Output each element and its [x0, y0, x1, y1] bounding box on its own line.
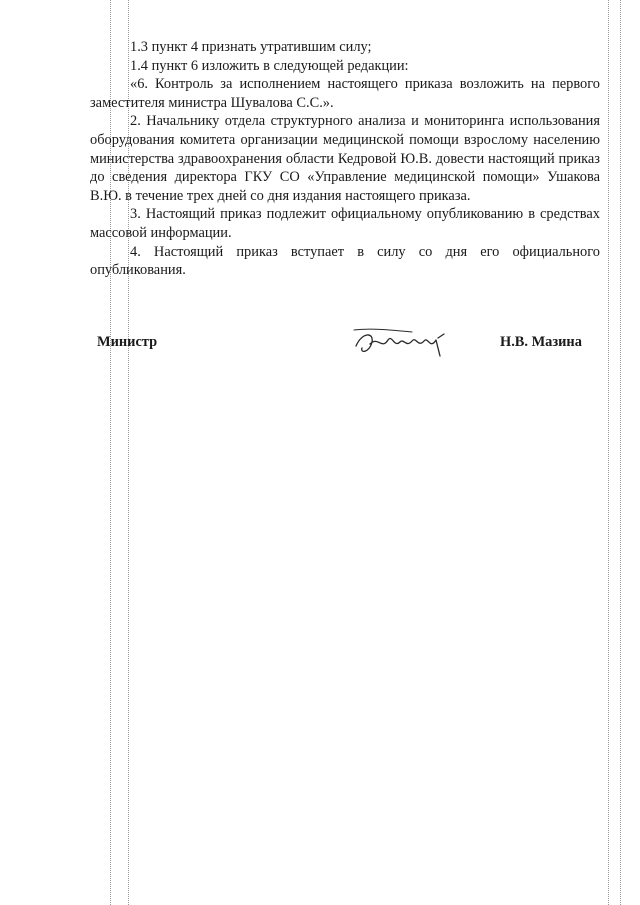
document-body	[90, 38, 600, 280]
signature-block	[0, 326, 640, 366]
paragraph: 1.4 пункт 6 изложить в следующей редакции:	[130, 57, 409, 74]
scan-line	[608, 0, 609, 905]
paragraph: 3. Настоящий приказ подлежит официальному опубликованию в средствах массовой информации.	[90, 206, 600, 241]
paragraph: «6. Контроль за исполнением настоящего приказа возложить на первого заместителя министра Шувалова С.С.».	[90, 76, 600, 111]
paragraph: 4. Настоящий приказ вступает в силу со дня его официального опубликования.	[90, 243, 600, 279]
scan-line	[620, 0, 621, 905]
paragraph: 1.3 пункт 4 признать утратившим силу;	[130, 39, 372, 55]
handwritten-signature	[352, 326, 452, 362]
signatory-name: Н.В. Мазина	[500, 334, 582, 350]
signatory-title: Министр	[97, 334, 158, 350]
paragraph: 2. Начальнику отдела структурного анализа и мониторинга использования оборудования комитета организации медицинской помощи взрослому населению министерства здравоохранения области Кедровой Ю.В. довести настоящий приказ до сведения директора ГКУ СО «Управление медицинской помощи» Ушакова В.Ю. в течение трех дней со дня издания настоящего приказа.	[90, 113, 600, 204]
